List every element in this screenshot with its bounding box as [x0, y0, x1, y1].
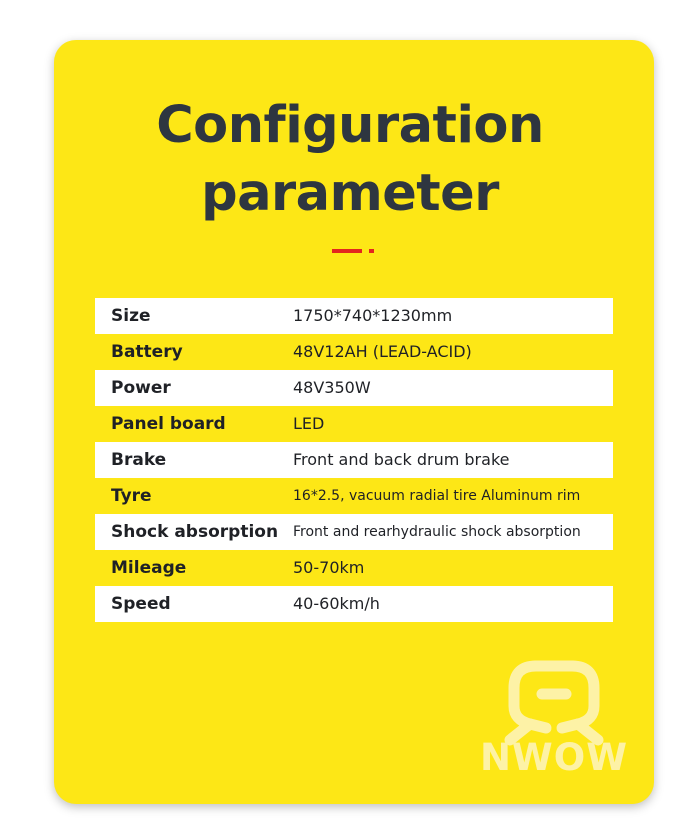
spec-value: LED	[293, 414, 325, 433]
spec-value: 50-70km	[293, 558, 365, 577]
spec-label: Power	[111, 378, 171, 398]
spec-table	[95, 298, 613, 622]
spec-row-mileage	[95, 550, 613, 586]
spec-value: 16*2.5, vacuum radial tire Aluminum rim	[293, 488, 581, 504]
spec-row-battery	[95, 334, 613, 370]
spec-row-tyre	[95, 478, 613, 514]
page-title	[0, 92, 700, 228]
title-line-2: parameter	[201, 164, 499, 223]
title-line-1: Configuration	[156, 96, 544, 155]
spec-label: Speed	[111, 594, 171, 614]
spec-value: 48V12AH (LEAD-ACID)	[293, 342, 472, 361]
spec-label: Tyre	[111, 486, 152, 506]
spec-label: Panel board	[111, 414, 226, 434]
spec-row-shock-absorption	[95, 514, 613, 550]
spec-label: Mileage	[111, 558, 187, 578]
spec-value: Front and back drum brake	[293, 450, 510, 469]
spec-row-size	[95, 298, 613, 334]
spec-row-speed	[95, 586, 613, 622]
title-underline	[332, 249, 362, 253]
spec-label: Size	[111, 306, 151, 326]
spec-value: 48V350W	[293, 378, 371, 397]
nwow-logo-wordmark: NWOW	[479, 736, 629, 779]
spec-row-brake	[95, 442, 613, 478]
spec-label: Shock absorption	[111, 522, 279, 542]
spec-row-panel-board	[95, 406, 613, 442]
spec-label: Brake	[111, 450, 167, 470]
spec-label: Battery	[111, 342, 183, 362]
spec-value: Front and rearhydraulic shock absorption	[293, 524, 581, 540]
spec-value: 1750*740*1230mm	[293, 306, 453, 325]
spec-value: 40-60km/h	[293, 594, 380, 613]
title-underline-dot	[369, 249, 374, 253]
spec-row-power	[95, 370, 613, 406]
